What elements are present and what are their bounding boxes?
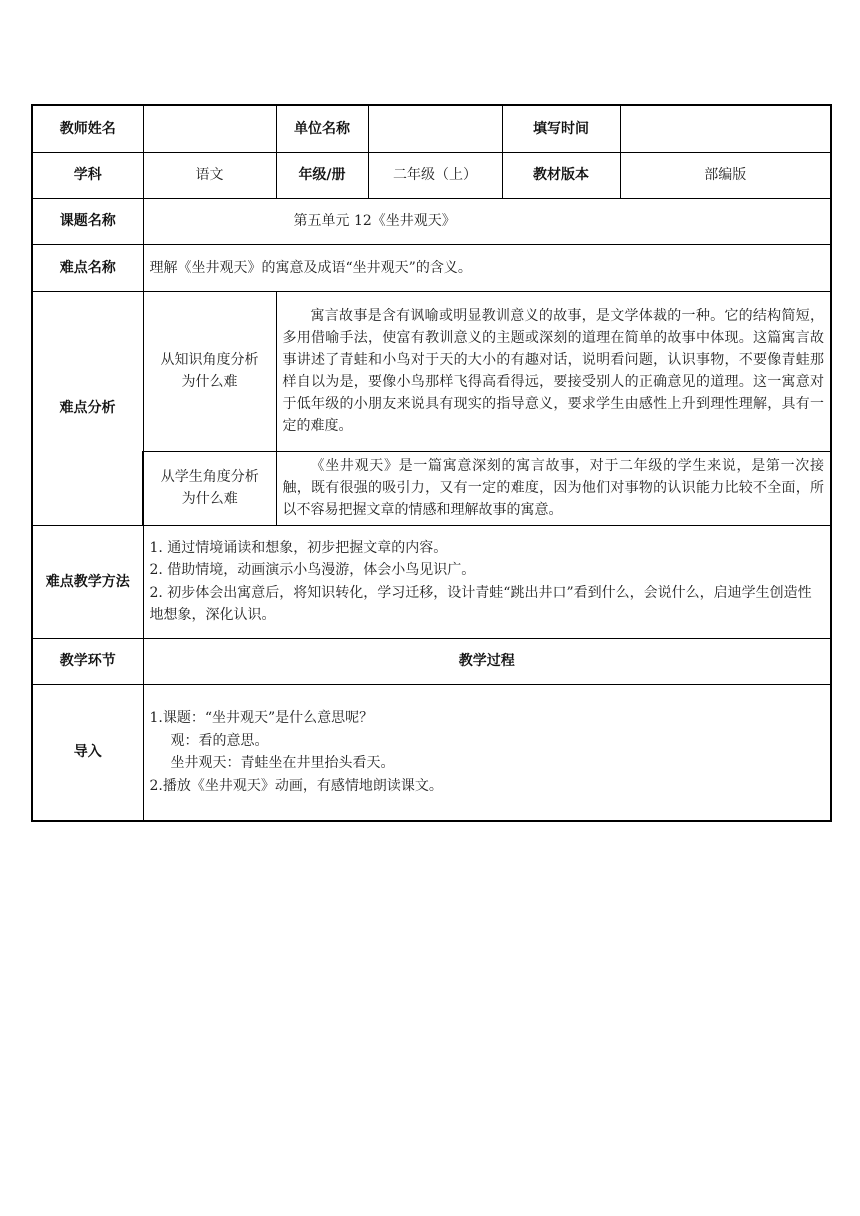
analysis-student-row	[32, 451, 831, 525]
lesson-title-label: 课题名称	[32, 198, 143, 244]
edition-value: 部编版	[620, 152, 831, 198]
teacher-name-label: 教师姓名	[32, 105, 143, 152]
method-row	[32, 525, 831, 638]
subject-value: 语文	[143, 152, 276, 198]
grade-label: 年级/册	[276, 152, 368, 198]
intro-line-1: 1.课题：“坐井观天”是什么意思呢？	[149, 710, 374, 727]
student-angle-label	[143, 451, 276, 525]
teaching-method-list	[143, 525, 831, 638]
student-angle-line-2: 为什么难	[181, 491, 238, 507]
subject-label: 学科	[32, 152, 143, 198]
edition-label: 教材版本	[502, 152, 620, 198]
header-row	[32, 105, 831, 152]
intro-line-2: 观：看的意思。	[170, 732, 269, 749]
student-paragraph: 《坐井观天》是一篇寓意深刻的寓言故事，对于二年级的学生来说，是第一次接触，既有很强的吸引力，又有一定的难度，因为他们对事物的认识能力比较不全面，所以不容易把握文章的情感和理解故事的寓意。	[282, 458, 824, 518]
knowledge-paragraph: 寓言故事是含有讽喻或明显教训意义的故事，是文学体裁的一种。它的结构简短，多用借喻手法，使富有教训意义的主题或深刻的道理在简单的故事中体现。这篇寓言故事讲述了青蛙和小鸟对于天的大小的有趣对话，说明看问题，认识事物，不要像青蛙那样自以为是，要像小鸟那样飞得高看得远，要接受别人的正确意见的道理。这一寓意对于低年级的小朋友来说具有现实的指导意义，要求学生由感性上升到理性理解，具有一定的难度。	[282, 308, 824, 434]
teaching-process-label: 教学过程	[143, 638, 831, 684]
method-item-1: 1. 通过情境诵读和想象，初步把握文章的内容。	[149, 539, 448, 556]
difficulty-row	[32, 244, 831, 291]
intro-line-4: 2.播放《坐井观天》动画，有感情地朗读课文。	[149, 777, 443, 794]
unit-name-value[interactable]	[368, 105, 502, 152]
process-header-row	[32, 638, 831, 684]
knowledge-angle-text	[276, 291, 831, 451]
lesson-plan-table	[31, 104, 832, 822]
difficulty-analysis-label: 难点分析	[32, 291, 143, 525]
teacher-name-value[interactable]	[143, 105, 276, 152]
fill-time-label: 填写时间	[502, 105, 620, 152]
student-angle-line-1: 从学生角度分析	[160, 469, 259, 485]
unit-name-label: 单位名称	[276, 105, 368, 152]
knowledge-angle-line-1: 从知识角度分析	[160, 352, 259, 368]
analysis-knowledge-row	[32, 291, 831, 451]
teaching-method-label: 难点教学方法	[32, 525, 143, 638]
info-row	[32, 152, 831, 198]
grade-value: 二年级（上）	[368, 152, 502, 198]
knowledge-angle-line-2: 为什么难	[181, 374, 238, 390]
teaching-stage-label: 教学环节	[32, 638, 143, 684]
lesson-plan-document	[31, 104, 830, 822]
intro-process-content	[143, 684, 831, 821]
fill-time-value[interactable]	[620, 105, 831, 152]
difficulty-name-label: 难点名称	[32, 244, 143, 291]
knowledge-angle-label	[143, 291, 276, 451]
student-angle-text	[276, 451, 831, 525]
lesson-title-value: 第五单元 12《坐井观天》	[143, 198, 831, 244]
intro-line-3: 坐井观天：青蛙坐在井里抬头看天。	[170, 755, 395, 772]
method-item-3: 2. 初步体会出寓意后，将知识转化，学习迁移，设计青蛙“跳出井口”看到什么，会说什么，启迪学生创造性地想象，深化认识。	[149, 584, 812, 623]
lesson-row	[32, 198, 831, 244]
difficulty-name-value: 理解《坐井观天》的寓意及成语“坐井观天”的含义。	[143, 244, 831, 291]
intro-stage-label: 导入	[32, 684, 143, 821]
intro-row	[32, 684, 831, 821]
method-item-2: 2. 借助情境，动画演示小鸟漫游，体会小鸟见识广。	[149, 562, 476, 578]
